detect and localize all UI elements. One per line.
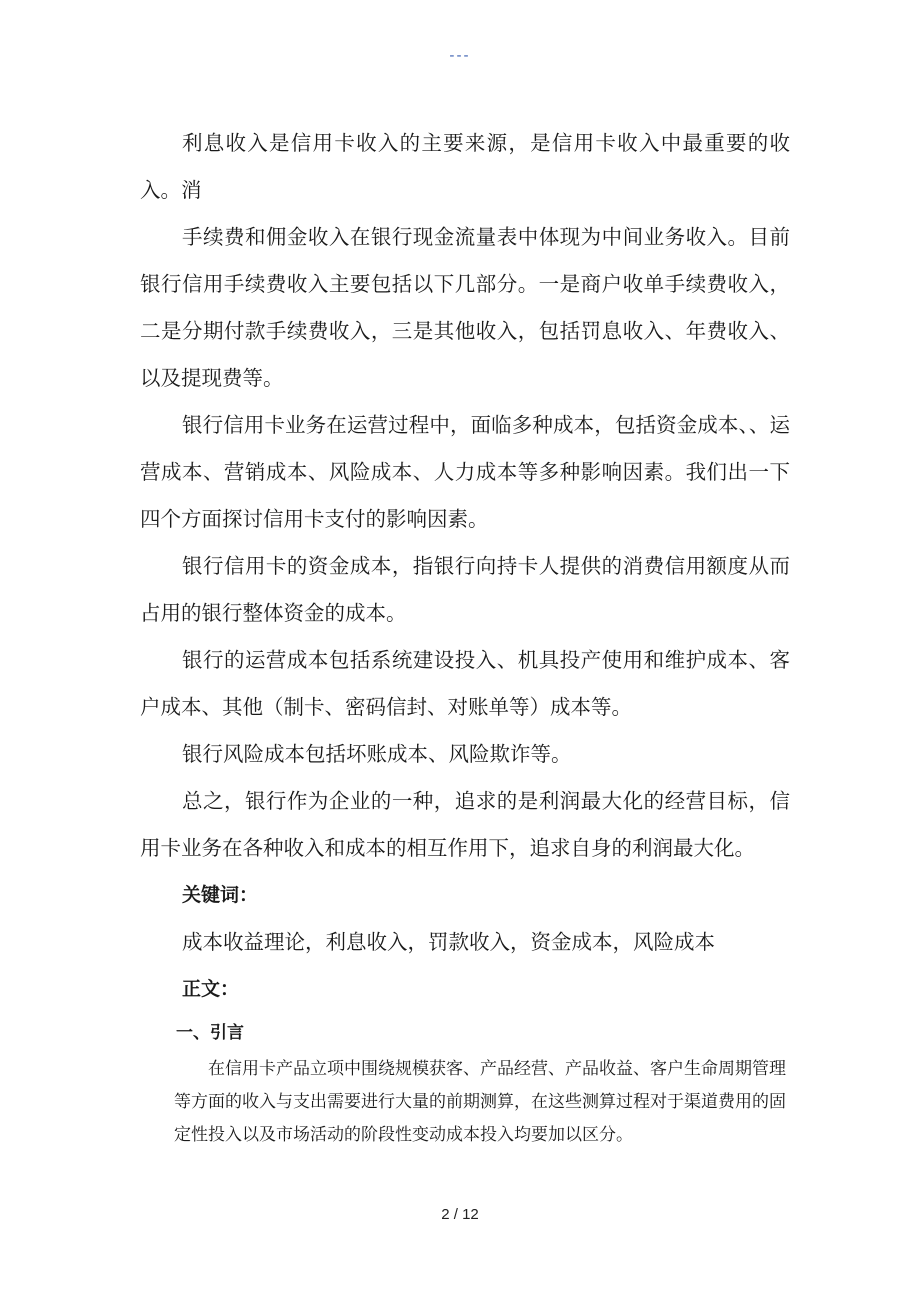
section-title-introduction: 一、引言 bbox=[176, 1023, 244, 1043]
paragraph-operating-cost: 银行的运营成本包括系统建设投入、机具投产使用和维护成本、客户成本、其他（制卡、密码信封、对账单等）成本等。 bbox=[140, 648, 790, 719]
paragraph-risk-cost: 银行风险成本包括坏账成本、风险欺诈等。 bbox=[182, 742, 572, 766]
paragraph-interest-income: 利息收入是信用卡收入的主要来源，是信用卡收入中最重要的收入。消 bbox=[140, 131, 790, 202]
main-text-heading: 正文： bbox=[182, 978, 240, 1000]
page-number: 2 / 12 bbox=[441, 1206, 479, 1223]
page-header-mark: --- bbox=[449, 48, 471, 64]
paragraph-costs-overview: 银行信用卡业务在运营过程中，面临多种成本，包括资金成本、、运营成本、营销成本、风险成本、人力成本等多种影响因素。我们出一下四个方面探讨信用卡支付的影响因素。 bbox=[140, 413, 790, 531]
keywords-text: 成本收益理论，利息收入，罚款收入，资金成本，风险成本 bbox=[182, 930, 715, 954]
paragraph-capital-cost: 银行信用卡的资金成本，指银行向持卡人提供的消费信用额度从而占用的银行整体资金的成本。 bbox=[140, 554, 790, 625]
document-body bbox=[140, 120, 790, 1152]
section-paragraph-introduction: 在信用卡产品立项中围绕规模获客、产品经营、产品收益、客户生命周期管理等方面的收入与支出需要进行大量的前期测算，在这些测算过程对于渠道费用的固定性投入以及市场活动的阶段性变动成本投入均要加以区分。 bbox=[174, 1059, 786, 1145]
paragraph-fee-income: 手续费和佣金收入在银行现金流量表中体现为中间业务收入。目前银行信用手续费收入主要包括以下几部分。一是商户收单手续费收入，二是分期付款手续费收入，三是其他收入，包括罚息收入、年费收入、以及提现费等。 bbox=[140, 225, 790, 390]
keywords-heading: 关键词： bbox=[182, 884, 259, 906]
paragraph-conclusion: 总之，银行作为企业的一种，追求的是利润最大化的经营目标，信用卡业务在各种收入和成本的相互作用下，追求自身的利润最大化。 bbox=[140, 789, 790, 860]
